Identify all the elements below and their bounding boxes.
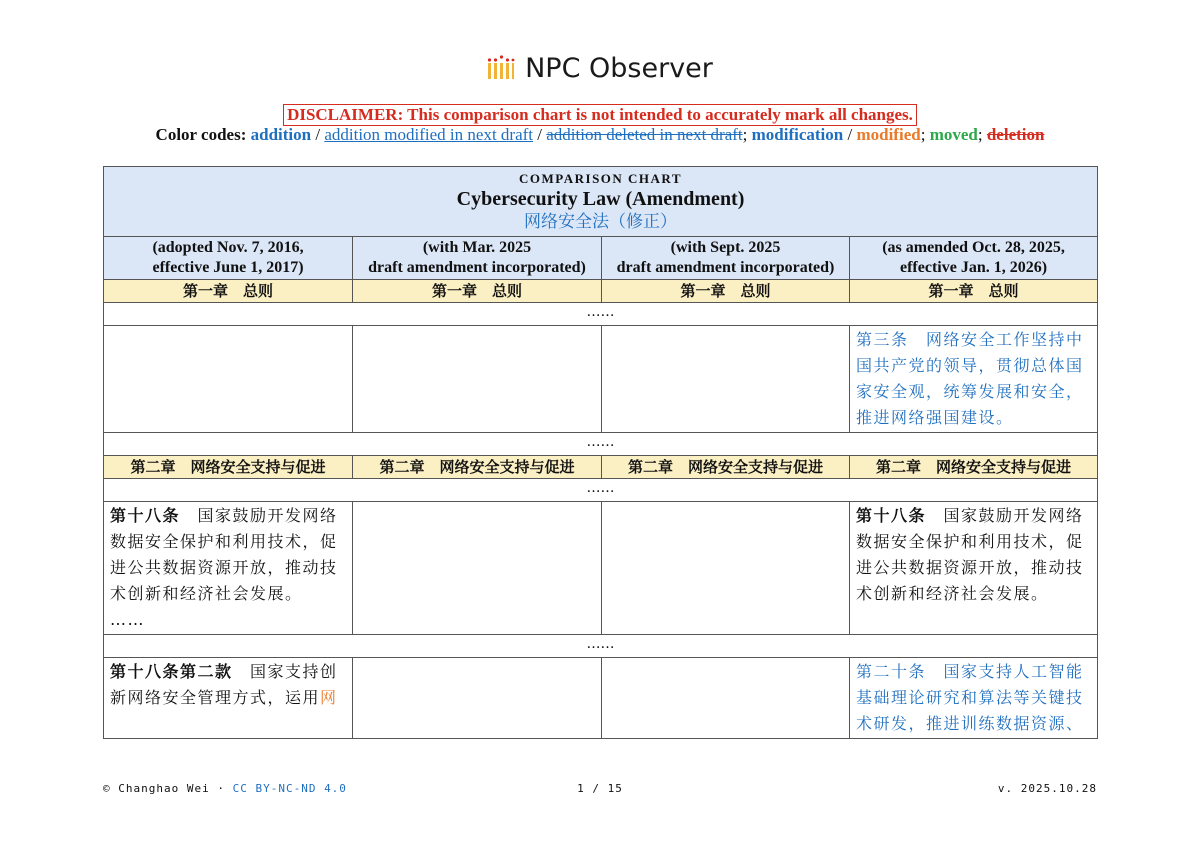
article-text: 国家鼓励开发网络数据安全保护和利用技术，促进公共数据资源开放，推动技术创新和经济社会发展。 bbox=[856, 506, 1084, 603]
article-cell-empty bbox=[353, 502, 602, 635]
ellipsis-row bbox=[104, 479, 1098, 502]
column-header-line: (adopted Nov. 7, 2016, bbox=[152, 239, 304, 256]
code-addition-deleted: addition deleted in next draft bbox=[546, 125, 743, 144]
article-text: 网络安全工作坚持中国共产党的领导，贯彻总体国家安全观，统筹发展和安全，推进网络强国建设。 bbox=[856, 330, 1084, 427]
article-label: 第二十条 bbox=[856, 662, 927, 681]
article-18-new bbox=[850, 502, 1098, 635]
chapter-heading: 第二章 网络安全支持与促进 bbox=[104, 456, 353, 479]
license-link[interactable]: CC BY-NC-ND 4.0 bbox=[232, 782, 347, 795]
article-18-2-old bbox=[104, 658, 353, 739]
column-header-line: effective Jan. 1, 2026) bbox=[899, 259, 1048, 276]
comparison-table bbox=[103, 166, 1098, 739]
article-cell-empty bbox=[104, 326, 353, 433]
page-footer bbox=[103, 782, 1097, 798]
article-label: 第十八条第二款 bbox=[110, 662, 233, 681]
article-cell-empty bbox=[353, 326, 602, 433]
article-cell-empty bbox=[353, 658, 602, 739]
article-20-new bbox=[850, 658, 1098, 739]
article-18-old bbox=[104, 502, 353, 635]
code-modified: modified bbox=[856, 125, 921, 144]
color-codes-prefix: Color codes: bbox=[155, 125, 247, 144]
ellipsis: …… bbox=[104, 433, 1098, 456]
column-header bbox=[850, 237, 1098, 280]
column-header-line: (with Mar. 2025 bbox=[422, 239, 532, 256]
chapter-heading: 第一章 总则 bbox=[602, 280, 850, 303]
version-label: v. 2025.10.28 bbox=[997, 782, 1097, 795]
article-3-new bbox=[850, 326, 1098, 433]
column-header-line: effective June 1, 2017) bbox=[152, 259, 304, 276]
article-row bbox=[104, 326, 1098, 433]
chart-title-cn: 网络安全法（修正） bbox=[524, 212, 678, 232]
ellipsis: …… bbox=[104, 635, 1098, 658]
disclaimer-row bbox=[0, 104, 1200, 126]
article-text-modified: 网 bbox=[320, 688, 338, 707]
chapter-heading: 第二章 网络安全支持与促进 bbox=[353, 456, 602, 479]
column-header-line: draft amendment incorporated) bbox=[368, 259, 586, 276]
article-label: 第三条 bbox=[856, 330, 909, 349]
chart-title: Cybersecurity Law (Amendment) bbox=[456, 188, 745, 210]
article-text: 国家支持人工智能基础理论研究和算法等关键技术研发，推进训练数据资源、 bbox=[856, 662, 1084, 733]
code-addition: addition bbox=[250, 125, 312, 144]
chapter-heading: 第二章 网络安全支持与促进 bbox=[602, 456, 850, 479]
column-header-line: (as amended Oct. 28, 2025, bbox=[882, 239, 1065, 256]
article-row bbox=[104, 658, 1098, 739]
column-header-line: draft amendment incorporated) bbox=[616, 259, 835, 276]
column-header-row bbox=[104, 237, 1098, 280]
chapter-heading: 第二章 网络安全支持与促进 bbox=[850, 456, 1098, 479]
disclaimer-text: DISCLAIMER: This comparison chart is not intended to accurately mark all changes. bbox=[283, 104, 917, 126]
ellipsis-row bbox=[104, 303, 1098, 326]
brand-header bbox=[0, 48, 1200, 88]
page-number: 1 / 15 bbox=[577, 782, 623, 795]
code-modification: modification bbox=[751, 125, 844, 144]
brand-name: NPC Observer bbox=[525, 52, 713, 84]
article-trail: …… bbox=[110, 610, 145, 629]
color-codes-legend: Color codes: addition / addition modified in next draft / addition deleted in next draft; modification / modified; moved; deletion bbox=[155, 125, 1045, 144]
code-addition-modified: addition modified in next draft bbox=[324, 125, 534, 144]
chart-label: COMPARISON CHART bbox=[518, 171, 683, 186]
article-row bbox=[104, 502, 1098, 635]
chapter-row bbox=[104, 456, 1098, 479]
article-cell-empty bbox=[602, 502, 850, 635]
article-label: 第十八条 bbox=[110, 506, 181, 525]
article-text: 国家支持创新网络安全管理方式，运用 bbox=[110, 662, 338, 707]
code-moved: moved bbox=[929, 125, 978, 144]
chapter-heading: 第一章 总则 bbox=[850, 280, 1098, 303]
column-header bbox=[104, 237, 353, 280]
column-header bbox=[602, 237, 850, 280]
article-cell-empty bbox=[602, 658, 850, 739]
article-text: 国家鼓励开发网络数据安全保护和利用技术，促进公共数据资源开放，推动技术创新和经济社会发展。 bbox=[110, 506, 338, 603]
column-header-line: (with Sept. 2025 bbox=[670, 239, 781, 256]
chapter-row bbox=[104, 280, 1098, 303]
ellipsis-row bbox=[104, 433, 1098, 456]
article-cell-empty bbox=[602, 326, 850, 433]
footer-author: © Changhao Wei · bbox=[103, 782, 233, 795]
ellipsis: …… bbox=[104, 303, 1098, 326]
article-label: 第十八条 bbox=[856, 506, 927, 525]
npc-logo-icon bbox=[487, 55, 515, 81]
column-header bbox=[353, 237, 602, 280]
code-deletion: deletion bbox=[986, 125, 1045, 144]
ellipsis: …… bbox=[104, 479, 1098, 502]
chapter-heading: 第一章 总则 bbox=[104, 280, 353, 303]
ellipsis-row bbox=[104, 635, 1098, 658]
table-title-row bbox=[104, 167, 1098, 237]
chapter-heading: 第一章 总则 bbox=[353, 280, 602, 303]
table-title-cell bbox=[104, 167, 1098, 237]
